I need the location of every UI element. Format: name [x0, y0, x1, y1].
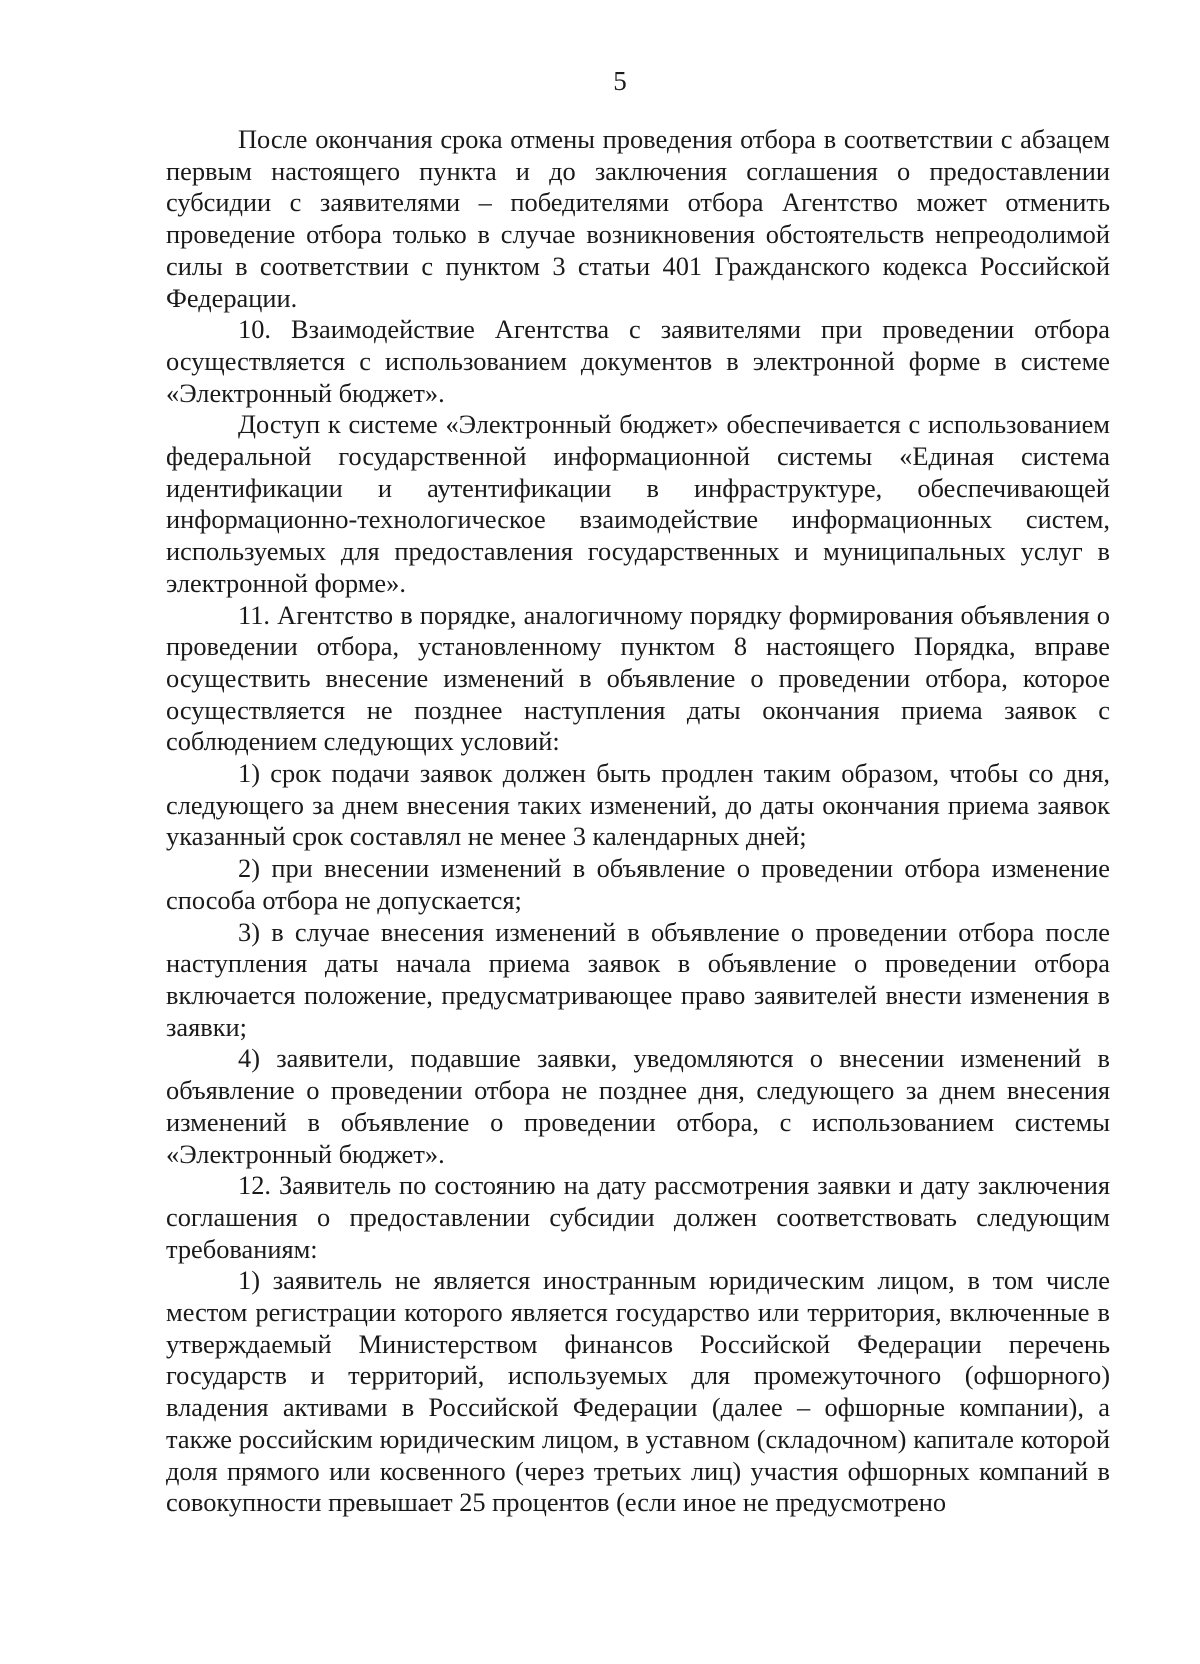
list-item-11-1: 1) срок подачи заявок должен быть продлен таким образом, чтобы со дня, следующего за днем внесения таких изменений, до даты окончания приема заявок указанный срок составлял не менее 3 календарных дней;: [166, 758, 1110, 852]
list-item-11-4: 4) заявители, подавшие заявки, уведомляются о внесении изменений в объявление о проведении отбора не позднее дня, следующего за днем внесения изменений в объявление о проведении отбора, с использованием системы «Электронный бюджет».: [166, 1043, 1110, 1169]
page-number: 5: [613, 66, 627, 96]
paragraph-system-access: Доступ к системе «Электронный бюджет» обеспечивается с использованием федеральной государственной информационной системы «Единая система идентификации и аутентификации в инфраструктуре, обеспечивающей информационно-технологическое взаимодействие информационных систем, используемых для предоставления государственных и муниципальных услуг в электронной форме».: [166, 409, 1110, 598]
document-body: [166, 124, 1110, 1519]
paragraph-10-electronic-interaction: 10. Взаимодействие Агентства с заявителями при проведении отбора осуществляется с использованием документов в электронной форме в системе «Электронный бюджет».: [166, 314, 1110, 408]
list-item-11-2: 2) при внесении изменений в объявление о проведении отбора изменение способа отбора не допускается;: [166, 853, 1110, 915]
paragraph-12-applicant-requirements: 12. Заявитель по состоянию на дату рассмотрения заявки и дату заключения соглашения о предоставлении субсидии должен соответствовать следующим требованиям:: [166, 1170, 1110, 1264]
list-item-12-1: 1) заявитель не является иностранным юридическим лицом, в том числе местом регистрации которого является государство или территория, включенные в утверждаемый Министерством финансов Российской Федерации перечень государств и территорий, используемых для промежуточного (офшорного) владения активами в Российской Федерации (далее – офшорные компании), а также российским юридическим лицом, в уставном (складочном) капитале которой доля прямого или косвенного (через третьих лиц) участия офшорных компаний в совокупности превышает 25 процентов (если иное не предусмотрено: [166, 1265, 1110, 1518]
paragraph-11-announcement-changes: 11. Агентство в порядке, аналогичному порядку формирования объявления о проведении отбора, установленному пунктом 8 настоящего Порядка, вправе осуществить внесение изменений в объявление о проведении отбора, которое осуществляется не позднее наступления даты окончания приема заявок с соблюдением следующих условий:: [166, 599, 1110, 757]
list-item-11-3: 3) в случае внесения изменений в объявление о проведении отбора после наступления даты начала приема заявок в объявление о проведении отбора включается положение, предусматривающее право заявителей внести изменения в заявки;: [166, 916, 1110, 1042]
paragraph-cancellation-after-deadline: После окончания срока отмены проведения отбора в соответствии с абзацем первым настоящего пункта и до заключения соглашения о предоставлении субсидии с заявителями – победителями отбора Агентство может отменить проведение отбора только в случае возникновения обстоятельств непреодолимой силы в соответствии с пунктом 3 статьи 401 Гражданского кодекса Российской Федерации.: [166, 124, 1110, 313]
